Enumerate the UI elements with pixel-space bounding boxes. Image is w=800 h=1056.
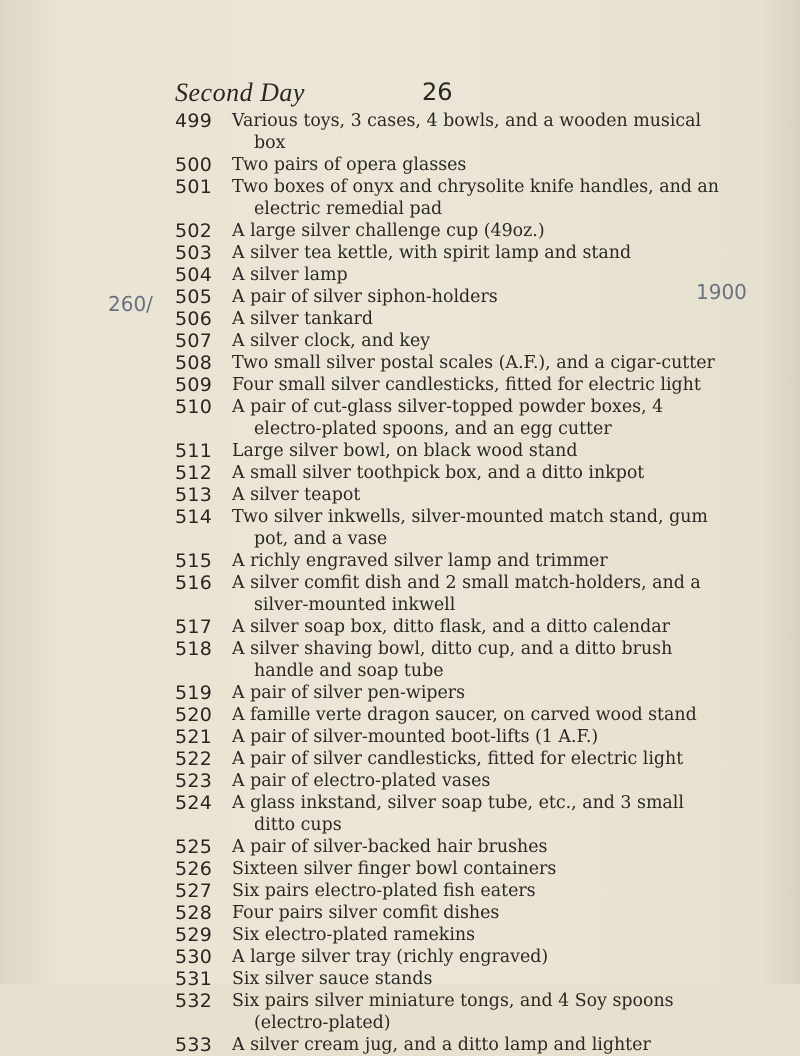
- lot-description: A silver clock, and key: [232, 331, 431, 351]
- lot-number: 503: [175, 242, 213, 264]
- lot-entry: [0, 770, 800, 792]
- lot-description: A pair of silver-mounted boot-lifts (1 A.F.): [232, 727, 599, 747]
- lot-description: A silver tea kettle, with spirit lamp and stand: [232, 243, 632, 263]
- lot-entry: [0, 990, 800, 1034]
- lot-entry: [0, 704, 800, 726]
- lot-number: 533: [175, 1034, 213, 1056]
- lot-entry: [0, 506, 800, 550]
- lot-entry: [0, 572, 800, 616]
- lot-description: A silver soap box, ditto flask, and a ditto calendar: [232, 617, 670, 637]
- lot-entry: [0, 792, 800, 836]
- lot-number: 501: [175, 176, 213, 198]
- lot-entry: [0, 264, 800, 286]
- lot-number: 527: [175, 880, 213, 902]
- lot-description: Six pairs silver miniature tongs, and 4 Soy spoons (electro-plated): [232, 991, 674, 1033]
- lot-description: Six silver sauce stands: [232, 969, 433, 989]
- lot-description: A richly engraved silver lamp and trimmer: [232, 551, 608, 571]
- lot-number: 528: [175, 902, 213, 924]
- lot-description: Six pairs electro-plated fish eaters: [232, 881, 536, 901]
- lot-description: A large silver tray (richly engraved): [232, 947, 549, 967]
- lot-description: A pair of silver candlesticks, fitted for electric light: [232, 749, 684, 769]
- lot-entry: [0, 550, 800, 572]
- lot-entry: [0, 858, 800, 880]
- lot-number: 499: [175, 110, 213, 132]
- lot-number: 506: [175, 308, 213, 330]
- lot-number: 502: [175, 220, 213, 242]
- lot-number: 524: [175, 792, 213, 814]
- lot-description: A small silver toothpick box, and a ditto inkpot: [232, 463, 645, 483]
- lot-number: 523: [175, 770, 213, 792]
- lot-description: Two pairs of opera glasses: [232, 155, 467, 175]
- lot-description: Two boxes of onyx and chrysolite knife handles, and an electric remedial pad: [232, 177, 720, 219]
- lot-entry: [0, 176, 800, 220]
- lot-entry: [0, 880, 800, 902]
- lot-description: A silver lamp: [232, 265, 348, 285]
- lot-entry: [0, 286, 800, 308]
- lot-entry: [0, 924, 800, 946]
- lot-entry: [0, 330, 800, 352]
- lot-description: A silver tankard: [232, 309, 374, 329]
- lot-description: Sixteen silver finger bowl containers: [232, 859, 557, 879]
- lot-number: 512: [175, 462, 213, 484]
- lot-entry: [0, 748, 800, 770]
- lot-number: 522: [175, 748, 213, 770]
- lot-entry: [0, 110, 800, 154]
- lot-description: A silver cream jug, and a ditto lamp and lighter: [232, 1035, 651, 1055]
- lot-description: A silver comfit dish and 2 small match-holders, and a silver-mounted inkwell: [232, 573, 701, 615]
- lot-number: 500: [175, 154, 213, 176]
- page-title: Second Day: [175, 78, 305, 107]
- lot-list: [0, 110, 800, 1056]
- lot-number: 504: [175, 264, 213, 286]
- handwritten-price-right: 1900: [696, 280, 747, 304]
- lot-description: Various toys, 3 cases, 4 bowls, and a wooden musical box: [232, 111, 702, 153]
- lot-description: Six electro-plated ramekins: [232, 925, 476, 945]
- lot-description: Large silver bowl, on black wood stand: [232, 441, 578, 461]
- lot-number: 525: [175, 836, 213, 858]
- lot-description: A pair of silver pen-wipers: [232, 683, 466, 703]
- lot-entry: [0, 616, 800, 638]
- lot-description: A pair of electro-plated vases: [232, 771, 491, 791]
- lot-description: A silver shaving bowl, ditto cup, and a ditto brush handle and soap tube: [232, 639, 673, 681]
- lot-number: 517: [175, 616, 213, 638]
- lot-number: 511: [175, 440, 213, 462]
- lot-entry: [0, 242, 800, 264]
- lot-description: A pair of silver siphon-holders: [232, 287, 498, 307]
- lot-entry: [0, 440, 800, 462]
- lot-description: Two silver inkwells, silver-mounted match stand, gum pot, and a vase: [232, 507, 708, 549]
- lot-entry: [0, 462, 800, 484]
- lot-number: 529: [175, 924, 213, 946]
- lot-number: 510: [175, 396, 213, 418]
- lot-description: Four small silver candlesticks, fitted for electric light: [232, 375, 701, 395]
- lot-entry: [0, 374, 800, 396]
- lot-entry: [0, 220, 800, 242]
- lot-description: A famille verte dragon saucer, on carved wood stand: [232, 705, 697, 725]
- lot-number: 515: [175, 550, 213, 572]
- lot-entry: [0, 484, 800, 506]
- lot-entry: [0, 638, 800, 682]
- lot-number: 505: [175, 286, 213, 308]
- lot-number: 521: [175, 726, 213, 748]
- lot-description: A pair of silver-backed hair brushes: [232, 837, 548, 857]
- lot-entry: [0, 1034, 800, 1056]
- handwritten-price-left: 260/: [108, 292, 153, 316]
- lot-entry: [0, 946, 800, 968]
- lot-number: 518: [175, 638, 213, 660]
- lot-entry: [0, 682, 800, 704]
- lot-description: A glass inkstand, silver soap tube, etc., and 3 small ditto cups: [232, 793, 684, 835]
- lot-number: 513: [175, 484, 213, 506]
- lot-number: 514: [175, 506, 213, 528]
- lot-number: 520: [175, 704, 213, 726]
- lot-entry: [0, 308, 800, 330]
- lot-number: 532: [175, 990, 213, 1012]
- lot-number: 530: [175, 946, 213, 968]
- lot-entry: [0, 396, 800, 440]
- lot-entry: [0, 726, 800, 748]
- lot-number: 531: [175, 968, 213, 990]
- lot-number: 508: [175, 352, 213, 374]
- lot-description: Four pairs silver comfit dishes: [232, 903, 500, 923]
- lot-description: A silver teapot: [232, 485, 361, 505]
- lot-entry: [0, 836, 800, 858]
- lot-description: A large silver challenge cup (49oz.): [232, 221, 545, 241]
- lot-number: 516: [175, 572, 213, 594]
- lot-description: Two small silver postal scales (A.F.), and a cigar-cutter: [232, 353, 715, 373]
- lot-entry: [0, 352, 800, 374]
- lot-number: 509: [175, 374, 213, 396]
- lot-number: 507: [175, 330, 213, 352]
- lot-description: A pair of cut-glass silver-topped powder boxes, 4 electro-plated spoons, and an egg cutter: [232, 397, 664, 439]
- lot-number: 526: [175, 858, 213, 880]
- lot-entry: [0, 968, 800, 990]
- lot-entry: [0, 154, 800, 176]
- page-number: 26: [422, 78, 453, 106]
- lot-entry: [0, 902, 800, 924]
- lot-number: 519: [175, 682, 213, 704]
